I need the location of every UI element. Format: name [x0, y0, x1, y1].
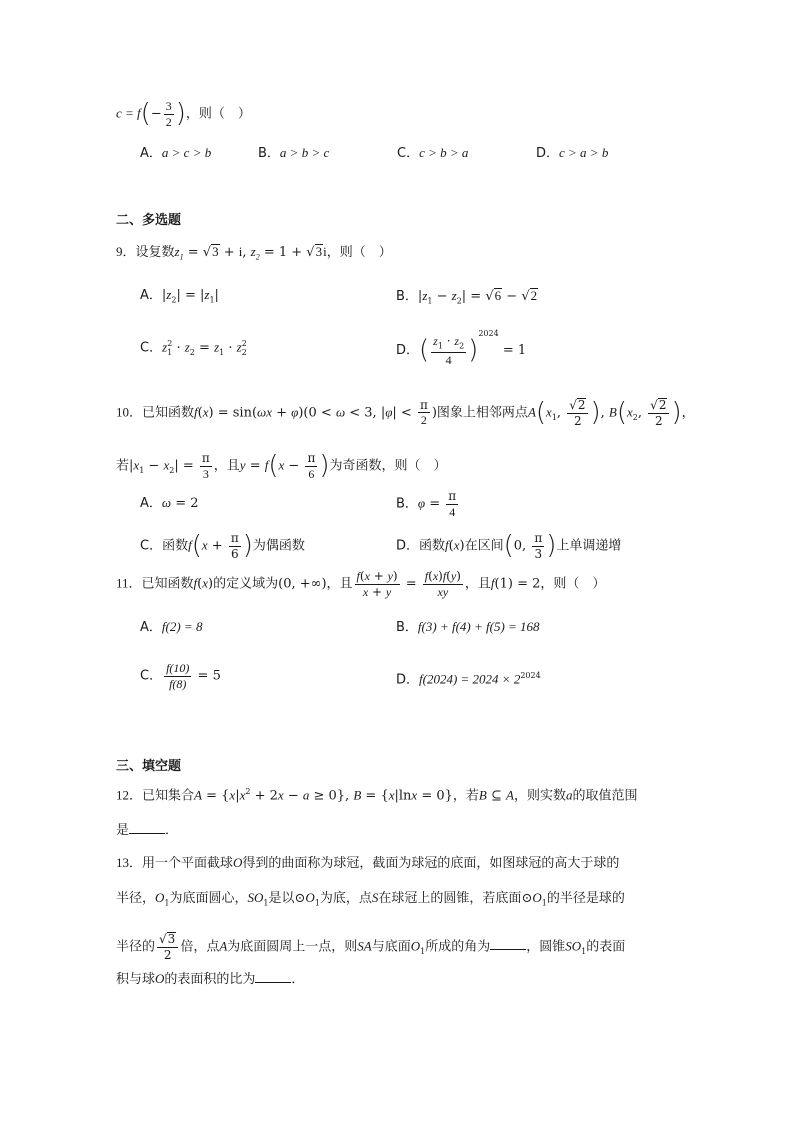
- q8-expr-start: c = f: [116, 105, 141, 121]
- q8-minus: −: [150, 106, 162, 122]
- q8-option-b[interactable]: B．a > b > c: [258, 145, 330, 161]
- q9-option-d[interactable]: D．( $\frac{z_1 \cdot z_2}{4}$ )$^{2024}$ = 1: [396, 329, 527, 367]
- q13-answer-blank-ratio[interactable]: [255, 981, 291, 983]
- q13-line4: 积与球O的表面积的比为 ．: [116, 971, 305, 987]
- q11-option-b[interactable]: B．f(3) + f(4) + f(5) = 168: [396, 619, 540, 635]
- q8-option-d[interactable]: D．c > a > b: [536, 145, 609, 161]
- q9-option-c[interactable]: C．$z_1^2 \cdot z_2 = z_1 \cdot z_2^2$: [140, 339, 247, 357]
- q11-option-d[interactable]: D．$f(2024) = 2024 \times 2^{2024}$: [396, 671, 541, 688]
- q12-stem-line2: 是 ．: [116, 823, 179, 838]
- q13-answer-blank-angle[interactable]: [490, 948, 526, 950]
- q8-suffix: ，则（ ）: [185, 106, 251, 122]
- q9-stem: 9．设复数$z_1 = √3 + i$, $z_2 = 1 + √3i$，则（ ）: [116, 244, 392, 262]
- q11-stem: 11．已知函数f(x)的定义域为(0, +∞)，且 $\frac{f(x + y)}{x + y}$ = $\frac{f(x)f(y)}{xy}$ ，且f(1) = 2，则（ ）: [116, 569, 606, 599]
- q10-option-b[interactable]: B．φ = $\frac{\pi}{4}$: [396, 489, 457, 519]
- q9-option-a[interactable]: A．$|z_2| = |z_1|$: [140, 287, 219, 305]
- q13-line1: 13．用一个平面截球O得到的曲面称为球冠，截面为球冠的底面，如图球冠的高大于球的: [116, 855, 620, 871]
- q11-option-c[interactable]: C． $\frac{f(10)}{f(8)}$ = 5: [140, 661, 221, 691]
- q8-fraction: $\frac{3}{2}$: [165, 99, 172, 129]
- section-heading-multiple-choice: 二、多选题: [116, 213, 182, 228]
- section-heading-fill-in: 三、填空题: [116, 759, 182, 774]
- q10-option-d[interactable]: D．函数f(x)在区间(0, $\frac{\pi}{3}$ )上单调递增: [396, 530, 622, 561]
- q12-stem-line1: 12．已知集合$A = \{x|x^2 + 2x - a \ge 0\}$, B = {x|lnx = 0}，若B ⊆ A，则实数a的取值范围: [116, 787, 638, 804]
- q12-answer-blank[interactable]: [129, 832, 165, 834]
- q10-option-c[interactable]: C．函数f(x + $\frac{\pi}{6}$ )为偶函数: [140, 530, 305, 561]
- q11-option-a[interactable]: A．f(2) = 8: [140, 619, 203, 635]
- q8-condition: c = f(− $\frac{3}{2}$ )，则（ ）: [116, 98, 251, 129]
- q8-option-a[interactable]: A．a > c > b: [140, 145, 212, 161]
- q13-line3: 半径的 $\frac{√3}{2}$ 倍，点A为底面圆周上一点，则SA与底面$O_1$所成的角为 ，圆锥$SO_1$的表面: [116, 932, 626, 963]
- q9-option-b[interactable]: B．$|z_1 - z_2| = √6 - √2$: [396, 288, 538, 306]
- q10-stem-line1: 10．已知函数f(x) = sin(ωx + φ)(0 < ω < 3, |φ| < $\frac{\pi}{2}$ )图象上相邻两点$A(x_1$, $\frac{√2}{2}$ ), $B(x_2$, $\frac{√2}{2}$ )，: [116, 397, 695, 429]
- q10-stem-line2: 若$|x_1 - x_2|$ = $\frac{\pi}{3}$ ，且y = f(x − $\frac{\pi}{6}$ )为奇函数，则（ ）: [116, 450, 447, 481]
- q13-line2: 半径，$O_1$为底面圆心，$SO_1$是以$⊙O_1$为底，点S在球冠上的圆锥，若底面$⊙O_1$的半径是球的: [116, 890, 625, 908]
- q8-option-c[interactable]: C．c > b > a: [397, 145, 469, 161]
- q10-option-a[interactable]: A．ω = 2: [140, 495, 199, 511]
